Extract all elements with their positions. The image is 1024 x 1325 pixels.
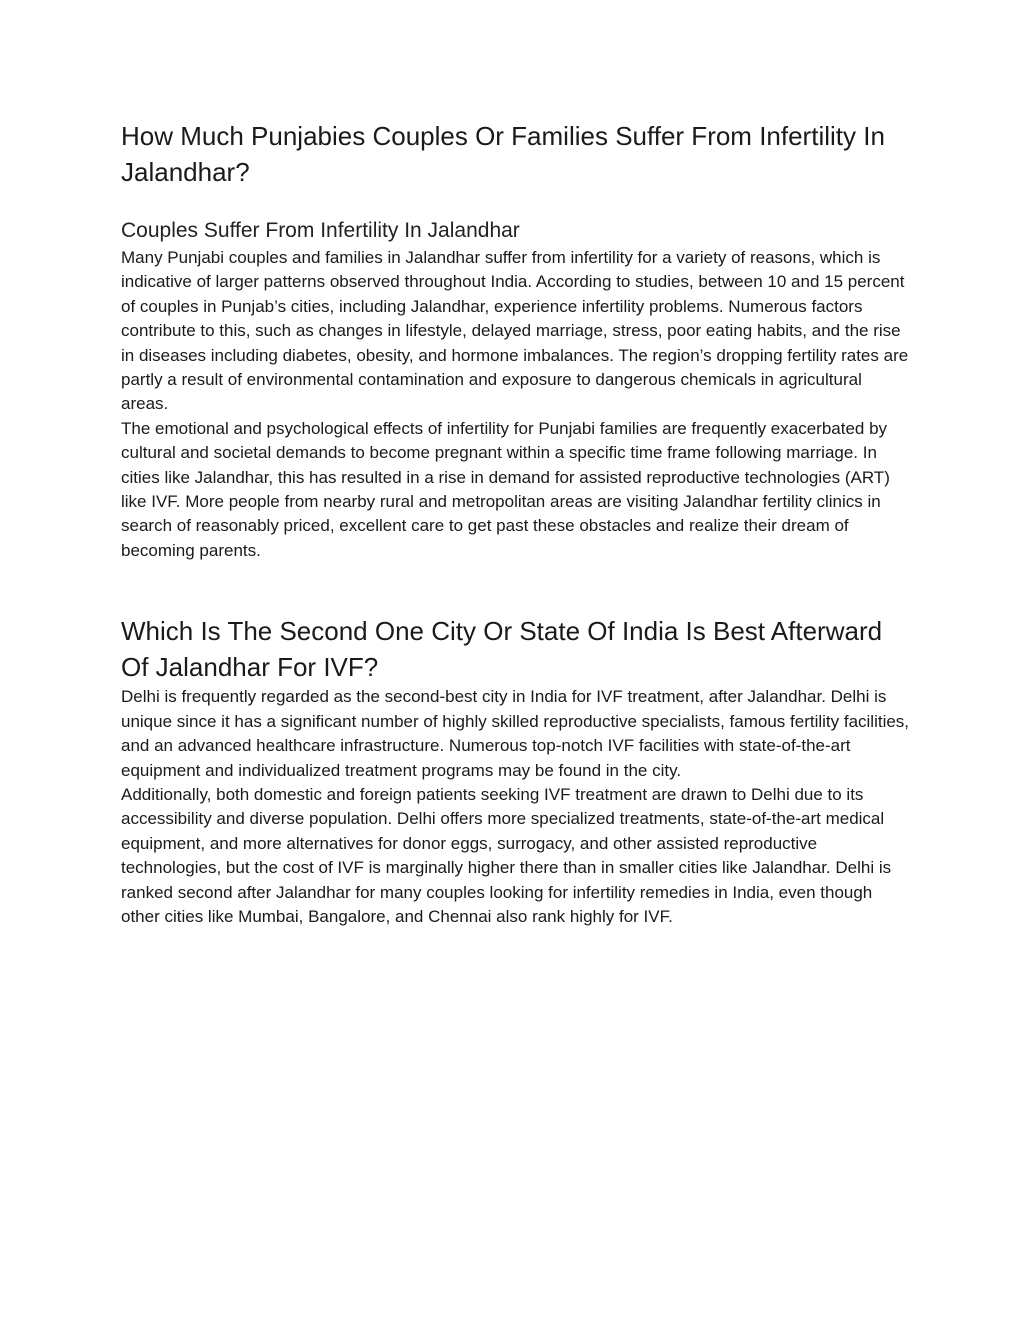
section-heading-second-city: Which Is The Second One City Or State Of India Is Best Afterward Of Jalandhar For IVF?: [121, 616, 883, 683]
paragraph-infertility-causes: Many Punjabi couples and families in Jalandhar suffer from infertility for a variety of reasons, which is indicative of larger patterns observed throughout India. According to studies, between 10 and 15 percent of couples in Punjab’s cities, including Jalandhar, experience infertility problems. Numerous factors contribute to this, such as changes in lifestyle, delayed marriage, stress, poor eating habits, and the rise in diseases including diabetes, obesity, and hormone imbalances. The region’s dropping fertility rates are partly a result of environmental contamination and exposure to dangerous chemicals in agricultural areas.: [121, 248, 909, 414]
document-page: [121, 118, 911, 929]
page-title: How Much Punjabies Couples Or Families Suffer From Infertility In Jalandhar?: [121, 121, 885, 187]
paragraph-delhi-accessibility: Additionally, both domestic and foreign patients seeking IVF treatment are drawn to Delhi due to its accessibility and diverse population. Delhi offers more specialized treatments, state-of-the-art medical equipment, and more alternatives for donor eggs, surrogacy, and other assisted reproductive technologies, but the cost of IVF is marginally higher there than in smaller cities like Jalandhar. Delhi is ranked second after Jalandhar for many couples looking for infertility remedies in India, even though other cities like Mumbai, Bangalore, and Chennai also rank highly for IVF.: [121, 784, 892, 926]
paragraph-emotional-effects: The emotional and psychological effects of infertility for Punjabi families are frequently exacerbated by cultural and societal demands to become pregnant within a specific time frame following marriage. In cities like Jalandhar, this has resulted in a rise in demand for assisted reproductive technologies (ART) like IVF. More people from nearby rural and metropolitan areas are visiting Jalandhar fertility clinics in search of reasonably priced, excellent care to get past these obstacles and realize their dream of becoming parents.: [121, 418, 890, 560]
page-subtitle: Couples Suffer From Infertility In Jalandhar: [121, 219, 520, 242]
paragraph-delhi-overview: Delhi is frequently regarded as the second-best city in India for IVF treatment, after Jalandhar. Delhi is unique since it has a significant number of highly skilled reproductive specialists, famous fertility facilities, and an advanced healthcare infrastructure. Numerous top-notch IVF facilities with state-of-the-art equipment and individualized treatment programs may be found in the city.: [121, 687, 910, 780]
